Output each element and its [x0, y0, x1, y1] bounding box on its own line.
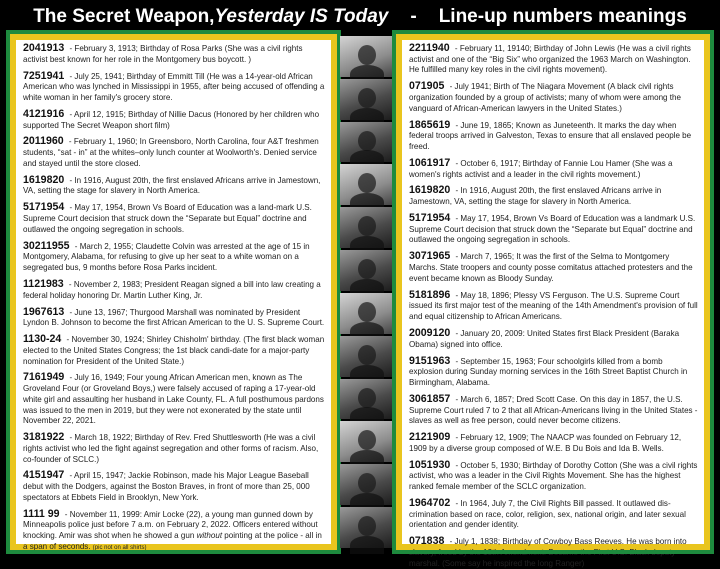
- entry-code: 5171954: [23, 201, 65, 214]
- entry-code: 071838: [409, 535, 445, 548]
- entry-code: 1619820: [23, 173, 65, 186]
- entry-text: - In 1916, August 20th, the first enslaved Africans arrive in Jamestown, VA, setting the stage for slavery in North America.: [23, 175, 321, 196]
- portrait-photo: [340, 421, 393, 462]
- entry-text: - April 15, 1947; Jackie Robinson, made his Major League Baseball debut with the Dodgers, against the Boston Braves, in front of more than 25, 000 spectators at Ebbets Field in Brooklyn, New York.: [23, 471, 310, 502]
- entry-text: - May 17, 1954, Brown Vs Board of Education was a landmark U.S. Supreme Court decision that struck down the “Separate but Equal” doctrine and outlawed the ongoing segregation in schools.: [409, 214, 696, 245]
- entry-code: 1619820: [409, 184, 451, 197]
- entry-text: - May 18, 1896; Plessy VS Ferguson. The U.S. Supreme Court issued its first major test of the meaning of the 14th Amendment's provision of full and equal citizenship to African Americans.: [409, 290, 698, 322]
- portrait-photo: [340, 507, 393, 548]
- entry-item: [23, 241, 325, 274]
- entry-text: - March 6, 1857; Dred Scott Case. On this day in 1857, the U.S. Supreme Court ruled 7 to 2 that all African-Americans living in the United States - slaves as well as free person, could never become citizens.: [409, 394, 698, 426]
- entry-text: - June 19, 1865; Known as Juneteenth. It marks the day when federal troops arrived in Galveston, Texas to ensure that all enslaved people be freed.: [409, 120, 692, 151]
- entry-code: 071905: [409, 80, 445, 93]
- entry-code: 4151947: [23, 469, 65, 482]
- portrait-photo: [340, 464, 393, 505]
- entry-text: - April 12, 1915; Birthday of Nillie Dacus (Honored by her children who supported The Secret Weapon short film): [23, 109, 320, 130]
- entry-code: 4121916: [23, 107, 65, 120]
- entry-text: - In 1964, July 7, the Civil Rights Bill passed. It outlawed dis-crimination based on race, color, religion, sex, national origin, and later sexual orientation and gender identity.: [409, 499, 686, 530]
- entry-text: - March 7, 1965; It was the first of the Selma to Montgomery Marchs. State troopers and county posse comitatus attached protesters and the event became known as Bloody Sunday.: [409, 252, 693, 283]
- entry-code: 1111 99: [23, 507, 60, 520]
- entry-emphasis: without: [196, 531, 223, 541]
- entry-item: [409, 356, 698, 389]
- entry-code: 7161949: [23, 371, 65, 384]
- entry-text: - March 18, 1922; Birthday of Rev. Fred Shuttlesworth (He was a civil rights activist who led the fight against segregation and other forms of racism. Also, co-founder of SCLC.): [23, 433, 319, 464]
- entry-item: [23, 279, 325, 301]
- entry-text: - July 25, 1941; Birthday of Emmitt Till (He was a 14-year-old African American who was lynched in Mississippi in 1955, after being accused of offending a white woman in her family's grocery store.: [23, 71, 325, 102]
- entry-item: [409, 328, 698, 350]
- entry-item: [409, 120, 698, 153]
- left-panel: [10, 34, 337, 550]
- portrait-photo: [340, 379, 393, 420]
- entry-item: [409, 185, 698, 207]
- entry-item: [409, 81, 698, 114]
- entry-code: 1130-24: [23, 333, 62, 346]
- entry-text: - June 13, 1967; Thurgood Marshall was nominated by President Lyndon B. Johnson to become the first African American to the U. S. Supreme Court.: [23, 307, 325, 328]
- entry-item: [23, 334, 325, 367]
- entry-code: 9151963: [409, 354, 451, 367]
- entry-text: - February 1, 1960; In Greensboro, North Carolina, four A&T freshmen students, “sat - in” at the whites–only lunch counter at Woolworth's. Denied service and stayed until the store closed.: [23, 137, 319, 168]
- entry-code: 3061857: [409, 392, 451, 405]
- entry-code: 3181922: [23, 431, 65, 444]
- entry-text: - February 11, 19140; Birthday of John Lewis (He was a civil rights activist and one of the “Big Six” who organized the 1963 March on Washington. He fulfilled many key roles in the civil rights movement).: [409, 44, 691, 75]
- entry-text: - January 20, 2009: United States first Black President (Baraka Obama) signed into office.: [409, 328, 680, 349]
- entry-text: - February 12, 1909; The NAACP was founded on February 12, 1909 by a diverse group composed of W.E. B Du Bois and Ida B. Wells.: [409, 433, 682, 453]
- entry-text: - October 6, 1917; Birthday of Fannie Lou Hamer (She was a women's rights activist and a leader in the civil rights movement.): [409, 158, 673, 179]
- entry-text: - November 2, 1983; President Reagan signed a bill into law creating a federal holiday honoring Dr. Martin Luther King, Jr.: [23, 279, 321, 300]
- portrait-photo: [340, 36, 393, 77]
- entry-code: 1865619: [409, 118, 451, 131]
- title-italic: Yesterday IS Today: [214, 6, 389, 27]
- entry-code: 5171954: [409, 212, 451, 225]
- entry-code: 1051930: [409, 458, 451, 471]
- entry-text: - February 3, 1913; Birthday of Rosa Parks (She was a civil rights activist best known for her role in the Montgomery bus boycott. ): [23, 44, 303, 64]
- entry-code: 1121983: [23, 277, 64, 290]
- entry-text: - September 15, 1963; Four schoolgirls killed from a bomb explosion during Sunday morning services in the 16th Street Baptist Church in Birmingham, Alabama.: [409, 356, 688, 387]
- portrait-photo: [340, 122, 393, 163]
- entry-item: [23, 175, 325, 197]
- entry-item: [23, 109, 325, 131]
- entry-text: - October 5, 1930; Birthday of Dorothy Cotton (She was a civil rights activist, who was a leader in the Civil Rights Movement. She has the highest ranked female member of the SCLC organization.: [409, 460, 698, 492]
- entry-item: [23, 307, 325, 329]
- title-part1: The Secret Weapon,: [33, 6, 215, 27]
- portrait-photo: [340, 250, 393, 291]
- entry-item: [23, 202, 325, 235]
- title-dash: -: [410, 6, 417, 27]
- entry-item: [23, 372, 325, 427]
- entry-item: [409, 536, 698, 569]
- entry-text: - May 17, 1954, Brown Vs Board of Education was a land-mark U.S. Supreme Court decision that struck down the “Separate but Equal” doctrine and outlawed the ongoing segregation in schools.: [23, 203, 312, 234]
- entry-code: 2009120: [409, 326, 451, 339]
- portrait-photo: [340, 336, 393, 377]
- entry-code: 30211955: [23, 239, 70, 252]
- entry-text: - March 2, 1955; Claudette Colvin was arrested at the age of 15 in Montgomery, Alabama, for refusing to give up her seat to a white woman on a segregated bus, 9 months before Rosa Parks incident.: [23, 241, 310, 273]
- entry-item: [23, 509, 325, 554]
- title-part2: Line-up numbers meanings: [438, 6, 687, 27]
- entry-item: [409, 158, 698, 180]
- entry-item: [409, 394, 698, 427]
- entry-text: - In 1916, August 20th, the first enslaved Africans arrive in Jamestown, VA, setting the stage for slavery in North America.: [409, 186, 662, 207]
- entry-text-cont: pointing at the police - all in a span of seconds.: [23, 531, 322, 551]
- entry-code: 2011960: [23, 135, 64, 148]
- entry-text: - November 11, 1999: Amir Locke (22), a young man gunned down by Minneapolis police just before 7 a.m. on February 2, 2022. Officers entered without knocking. Amir was shot when he showed a gun: [23, 509, 318, 541]
- entry-note: (pic not on all shirts): [92, 544, 147, 551]
- entry-item: [409, 290, 698, 323]
- entry-code: 1964702: [409, 497, 451, 510]
- entry-text: - November 30, 1924; Shirley Chisholm' birthday. (The first black woman elected to the United States Congress; the 1st black candi-date for a major-party nomination for President of the United State.): [23, 335, 325, 366]
- entry-text: - July 1, 1838; Birthday of Cowboy Bass Reeves. He was born into slavery, freed by the 13th Amendment. Became the First U.S. Black deputy marshal. (Some say he inspired the long Ranger): [409, 537, 687, 568]
- entry-item: [409, 432, 698, 454]
- entry-text: - July 16, 1949; Four young African American men, known as The Groveland Four (or Groveland Boys,) were falsely accused of raping a 17-year-old white girl and assaulting her husband in Lake County, FL. A full posthumous pardons was issued to the men in 2019, but they were not exonerated by the state until November 22, 2021.: [23, 373, 324, 426]
- entry-item: [23, 470, 325, 503]
- entry-code: 2121909: [409, 431, 451, 444]
- photo-strip: [340, 34, 393, 550]
- portrait-photo: [340, 164, 393, 205]
- portrait-photo: [340, 207, 393, 248]
- portrait-photo: [340, 79, 393, 120]
- entry-code: 5181896: [409, 288, 451, 301]
- entry-code: 2211940: [409, 42, 450, 54]
- page-title: [0, 0, 720, 34]
- entry-code: 2041913: [23, 42, 65, 54]
- right-panel: [396, 34, 710, 568]
- entry-item: [409, 498, 698, 531]
- entry-item: [409, 460, 698, 493]
- entry-code: 1061917: [409, 156, 451, 169]
- portrait-photo: [340, 293, 393, 334]
- entry-code: 7251941: [23, 69, 65, 82]
- entry-item: [409, 43, 698, 76]
- entry-item: [23, 43, 325, 65]
- entry-item: [409, 251, 698, 284]
- entry-item: [23, 432, 325, 465]
- entry-item: [23, 71, 325, 104]
- entry-item: [409, 213, 698, 246]
- entry-code: 1967613: [23, 305, 65, 318]
- entry-code: 3071965: [409, 250, 451, 263]
- entry-item: [23, 136, 325, 169]
- entry-text: - July 1941; Birth of The Niagara Movement (A black civil rights organization founded by a group of activists; many of whom were among the vanguard of African-American lawyers in the United States.): [409, 82, 681, 113]
